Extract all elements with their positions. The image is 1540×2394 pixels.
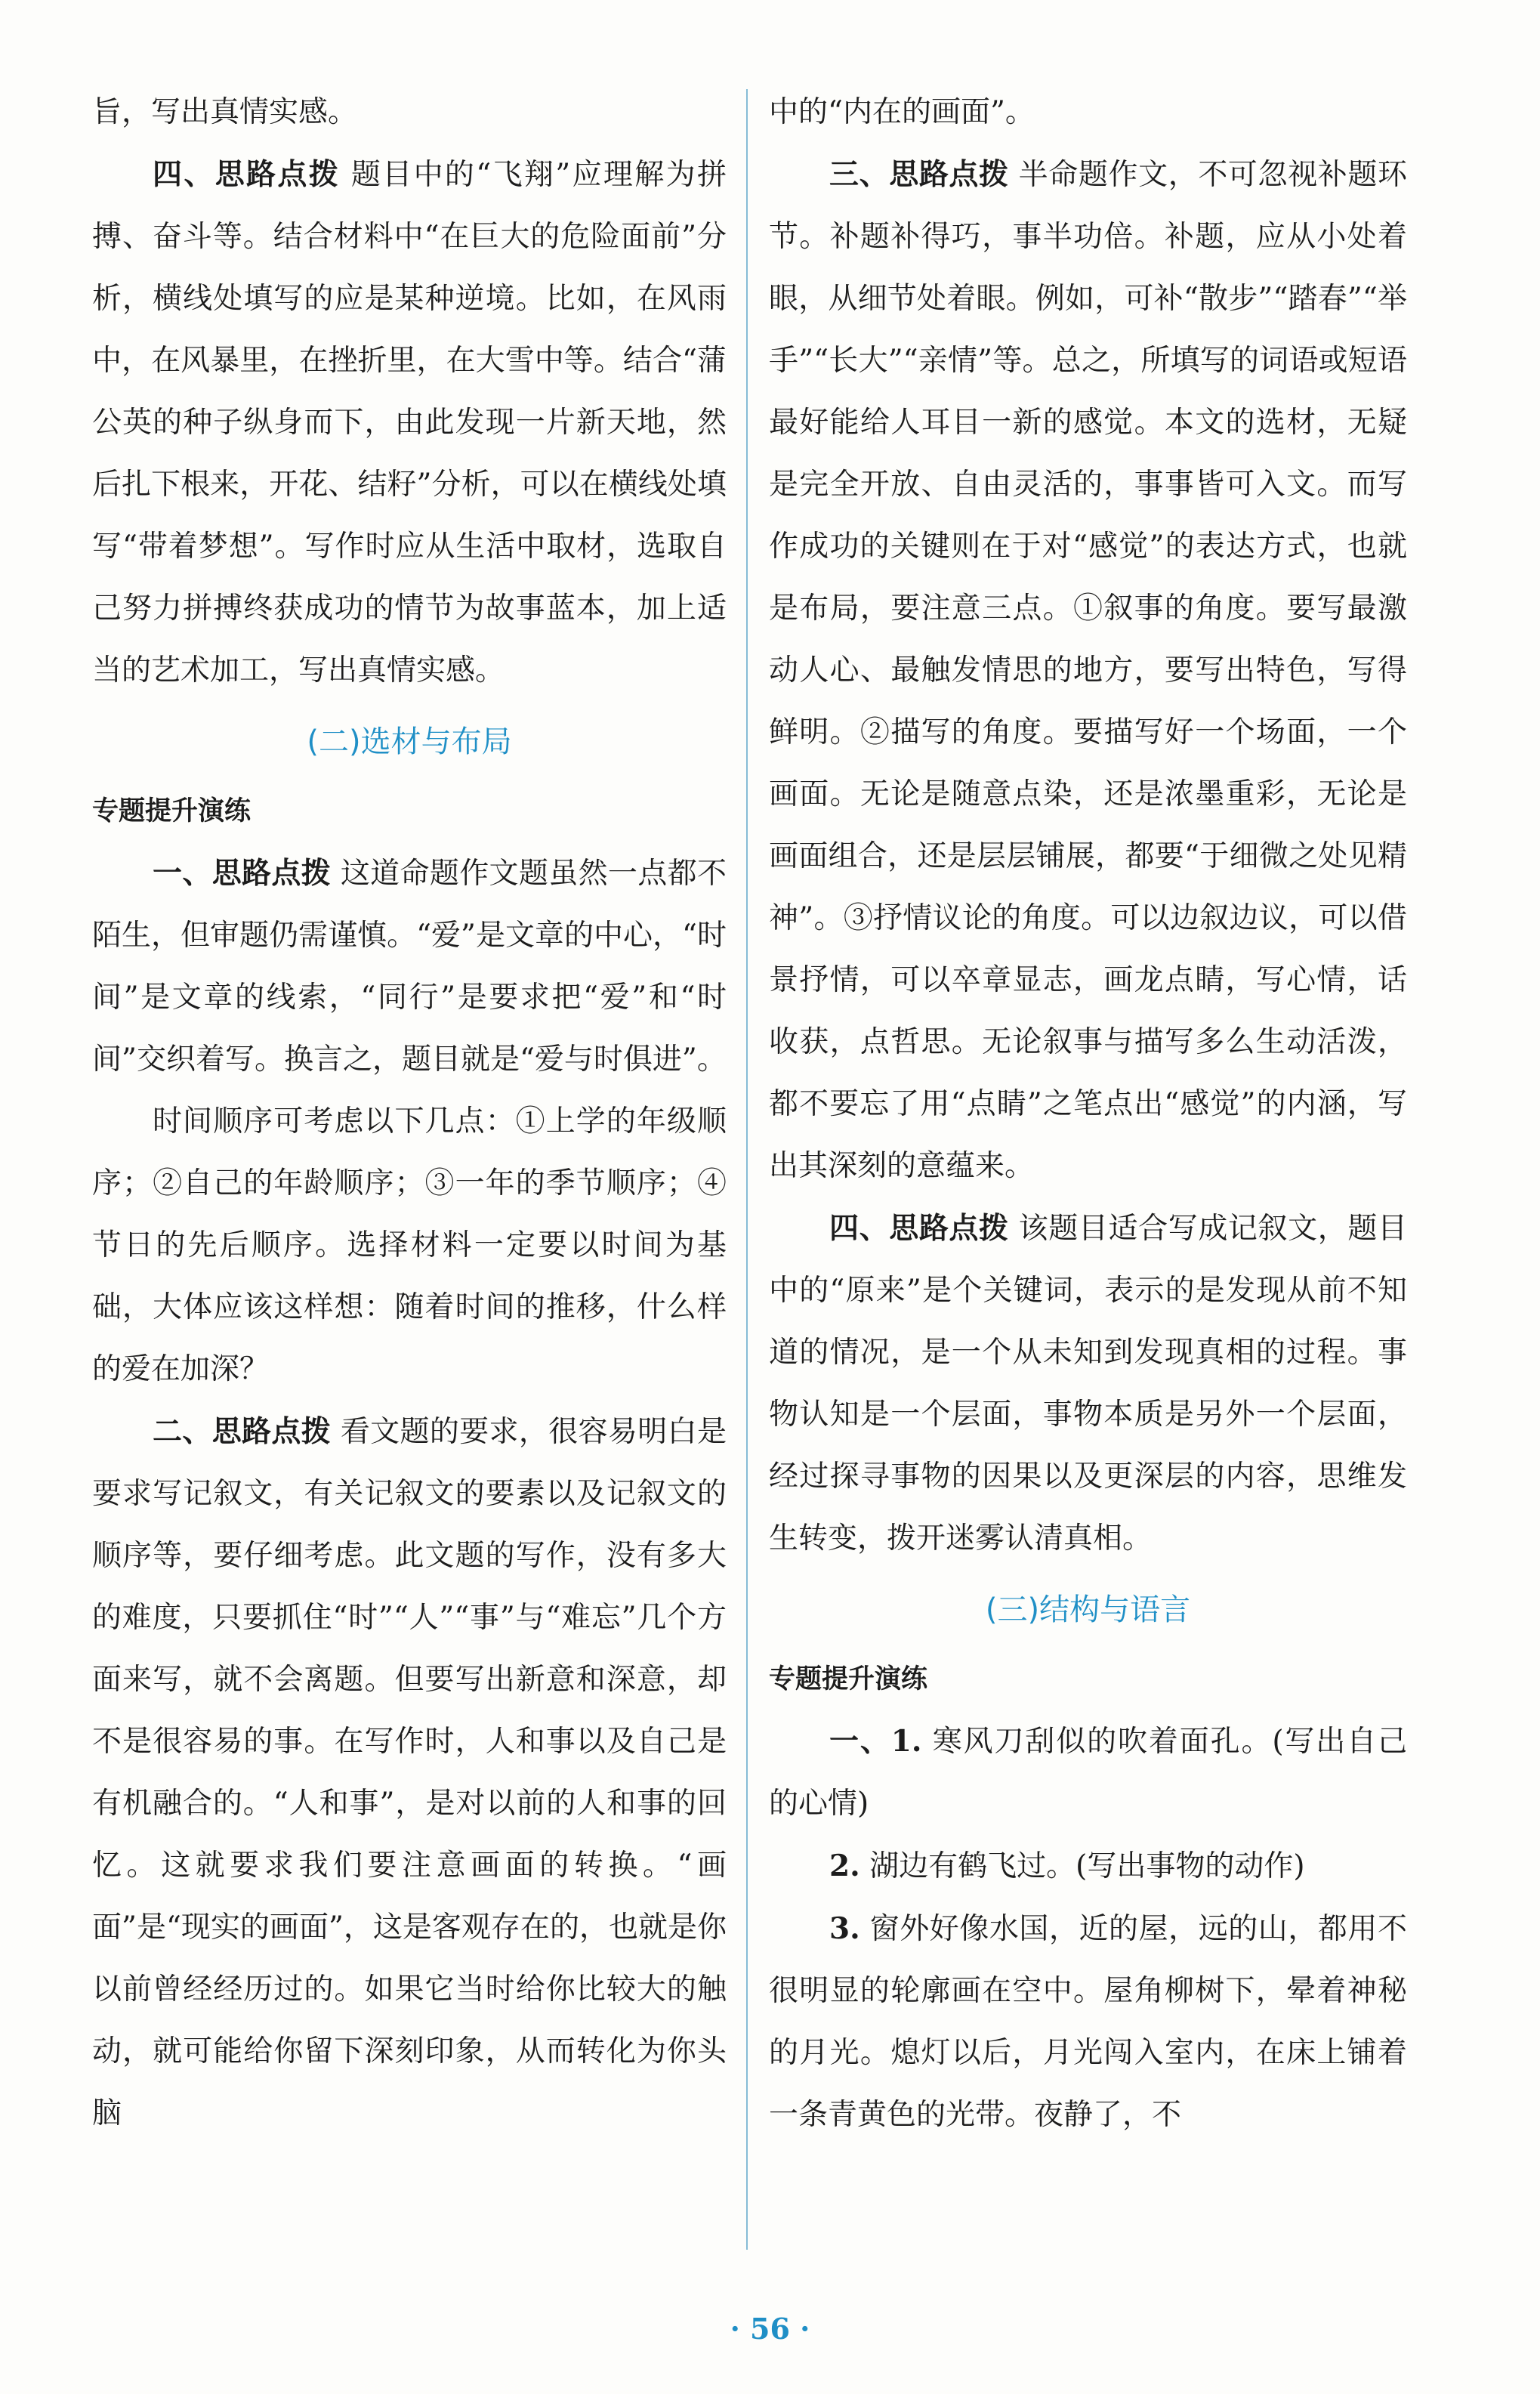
section-title: (三)结构与语言 xyxy=(985,1592,1191,1627)
right-column xyxy=(769,82,1407,2146)
paragraph-text: 题目中的“飞翔”应理解为拼搏、奋斗等。结合材料中“在巨大的危险面前”分析，横线处填写的应是某种逆境。比如，在风雨中，在风暴里，在挫折里，在大雪中等。结合“蒲公英的种子纵身而下，由此发现一片新天地，然后扎下根来，开花、结籽”分析，可以在横线处填写“带着梦想”。写作时应从生活中取材，选取自己努力拼搏终获成功的情节为故事蓝本，加上适当的艺术加工，写出真情实感。 xyxy=(92,158,727,687)
hint-label: 四、思路点拨 xyxy=(829,1211,1009,1246)
section-title: (二)选材与布局 xyxy=(307,724,512,759)
hint-label: 一、思路点拨 xyxy=(153,856,332,891)
paragraph: 中的“内在的画面”。 xyxy=(769,95,1035,129)
paragraph-text: 看文题的要求，很容易明白是要求写记叙文，有关记叙文的要素以及记叙文的顺序等，要仔细考虑。此文题的写作，没有多大的难度，只要抓住“时”“人”“事”与“难忘”几个方面来写，就不会离题。但要写出新意和深意，却不是很容易的事。在写作时，人和事以及自己是有机融合的。“人和事”，是对以前的人和事的回忆。这就要求我们要注意画面的转换。“画面”是“现实的画面”，这是客观存在的，也就是你以前曾经经历过的。如果它当时给你比较大的触动，就可能给你留下深刻印象，从而转化为你头脑 xyxy=(92,1415,727,2130)
answer-item xyxy=(769,1898,1407,2146)
paragraph: 时间顺序可考虑以下几点：①上学的年级顺序；②自己的年龄顺序；③一年的季节顺序；④节日的先后顺序。选择材料一定要以时间为基础，大体应该这样想：随着时间的推移，什么样的爱在加深？ xyxy=(92,1104,727,1386)
answer-item xyxy=(769,1835,1407,1898)
subheading: 专题提升演练 xyxy=(92,796,252,826)
answer-text: 寒风刀刮似的吹着面孔。(写出自己的心情) xyxy=(769,1725,1408,1821)
item-number: 3. xyxy=(829,1911,860,1946)
item-number: 一、1. xyxy=(829,1724,922,1759)
paragraph-text: 这道命题作文题虽然一点都不陌生，但审题仍需谨慎。“爱”是文章的中心，“时间”是文章的线索，“同行”是要求把“爱”和“时间”交织着写。换言之，题目就是“爱与时俱进”。 xyxy=(92,857,727,1077)
paragraph-text: 该题目适合写成记叙文，题目中的“原来”是个关键词，表示的是发现从前不知道的情况，是一个从未知到发现真相的过程。事物认知是一个层面，事物本质是另外一个层面，经过探寻事物的因果以及更深层的内容，思维发生转变，拨开迷雾认清真相。 xyxy=(769,1212,1407,1555)
page-number: · 56 · xyxy=(730,2312,810,2346)
paragraph xyxy=(769,144,1407,1197)
hint-label: 二、思路点拨 xyxy=(153,1414,332,1449)
paragraph xyxy=(769,1197,1407,1570)
paragraph xyxy=(92,842,727,1091)
subheading: 专题提升演练 xyxy=(769,1664,928,1694)
paragraph xyxy=(92,144,727,702)
answer-text: 窗外好像水国，近的屋，远的山，都用不很明显的轮廓画在空中。屋角柳树下，晕着神秘的月光。熄灯以后，月光闯入室内，在床上铺着一条青黄色的光带。夜静了，不 xyxy=(769,1912,1407,2132)
hint-label: 四、思路点拨 xyxy=(153,157,341,192)
column-divider xyxy=(746,89,748,2250)
answer-item xyxy=(769,1710,1407,1835)
paragraph xyxy=(92,1401,727,2145)
item-number: 2. xyxy=(829,1849,860,1883)
hint-label: 三、思路点拨 xyxy=(829,157,1009,192)
paragraph: 旨，写出真情实感。 xyxy=(92,95,358,129)
paragraph-text: 半命题作文，不可忽视补题环节。补题补得巧，事半功倍。补题，应从小处着眼，从细节处着眼。例如，可补“散步”“踏春”“举手”“长大”“亲情”等。总之，所填写的词语或短语最好能给人耳目一新的感觉。本文的选材，无疑是完全开放、自由灵活的，事事皆可入文。而写作成功的关键则在于对“感觉”的表达方式，也就是布局，要注意三点。①叙事的角度。要写最激动人心、最触发情思的地方，要写出特色，写得鲜明。②描写的角度。要描写好一个场面，一个画面。无论是随意点染，还是浓墨重彩，无论是画面组合，还是层层铺展，都要“于细微之处见精神”。③抒情议论的角度。可以边叙边议，可以借景抒情，可以卒章显志，画龙点睛，写心情，话收获，点哲思。无论叙事与描写多么生动活泼，都不要忘了用“点睛”之笔点出“感觉”的内涵，写出其深刻的意蕴来。 xyxy=(769,158,1407,1183)
answer-text: 湖边有鹤飞过。(写出事物的动作) xyxy=(869,1849,1305,1883)
left-column xyxy=(92,82,727,2145)
